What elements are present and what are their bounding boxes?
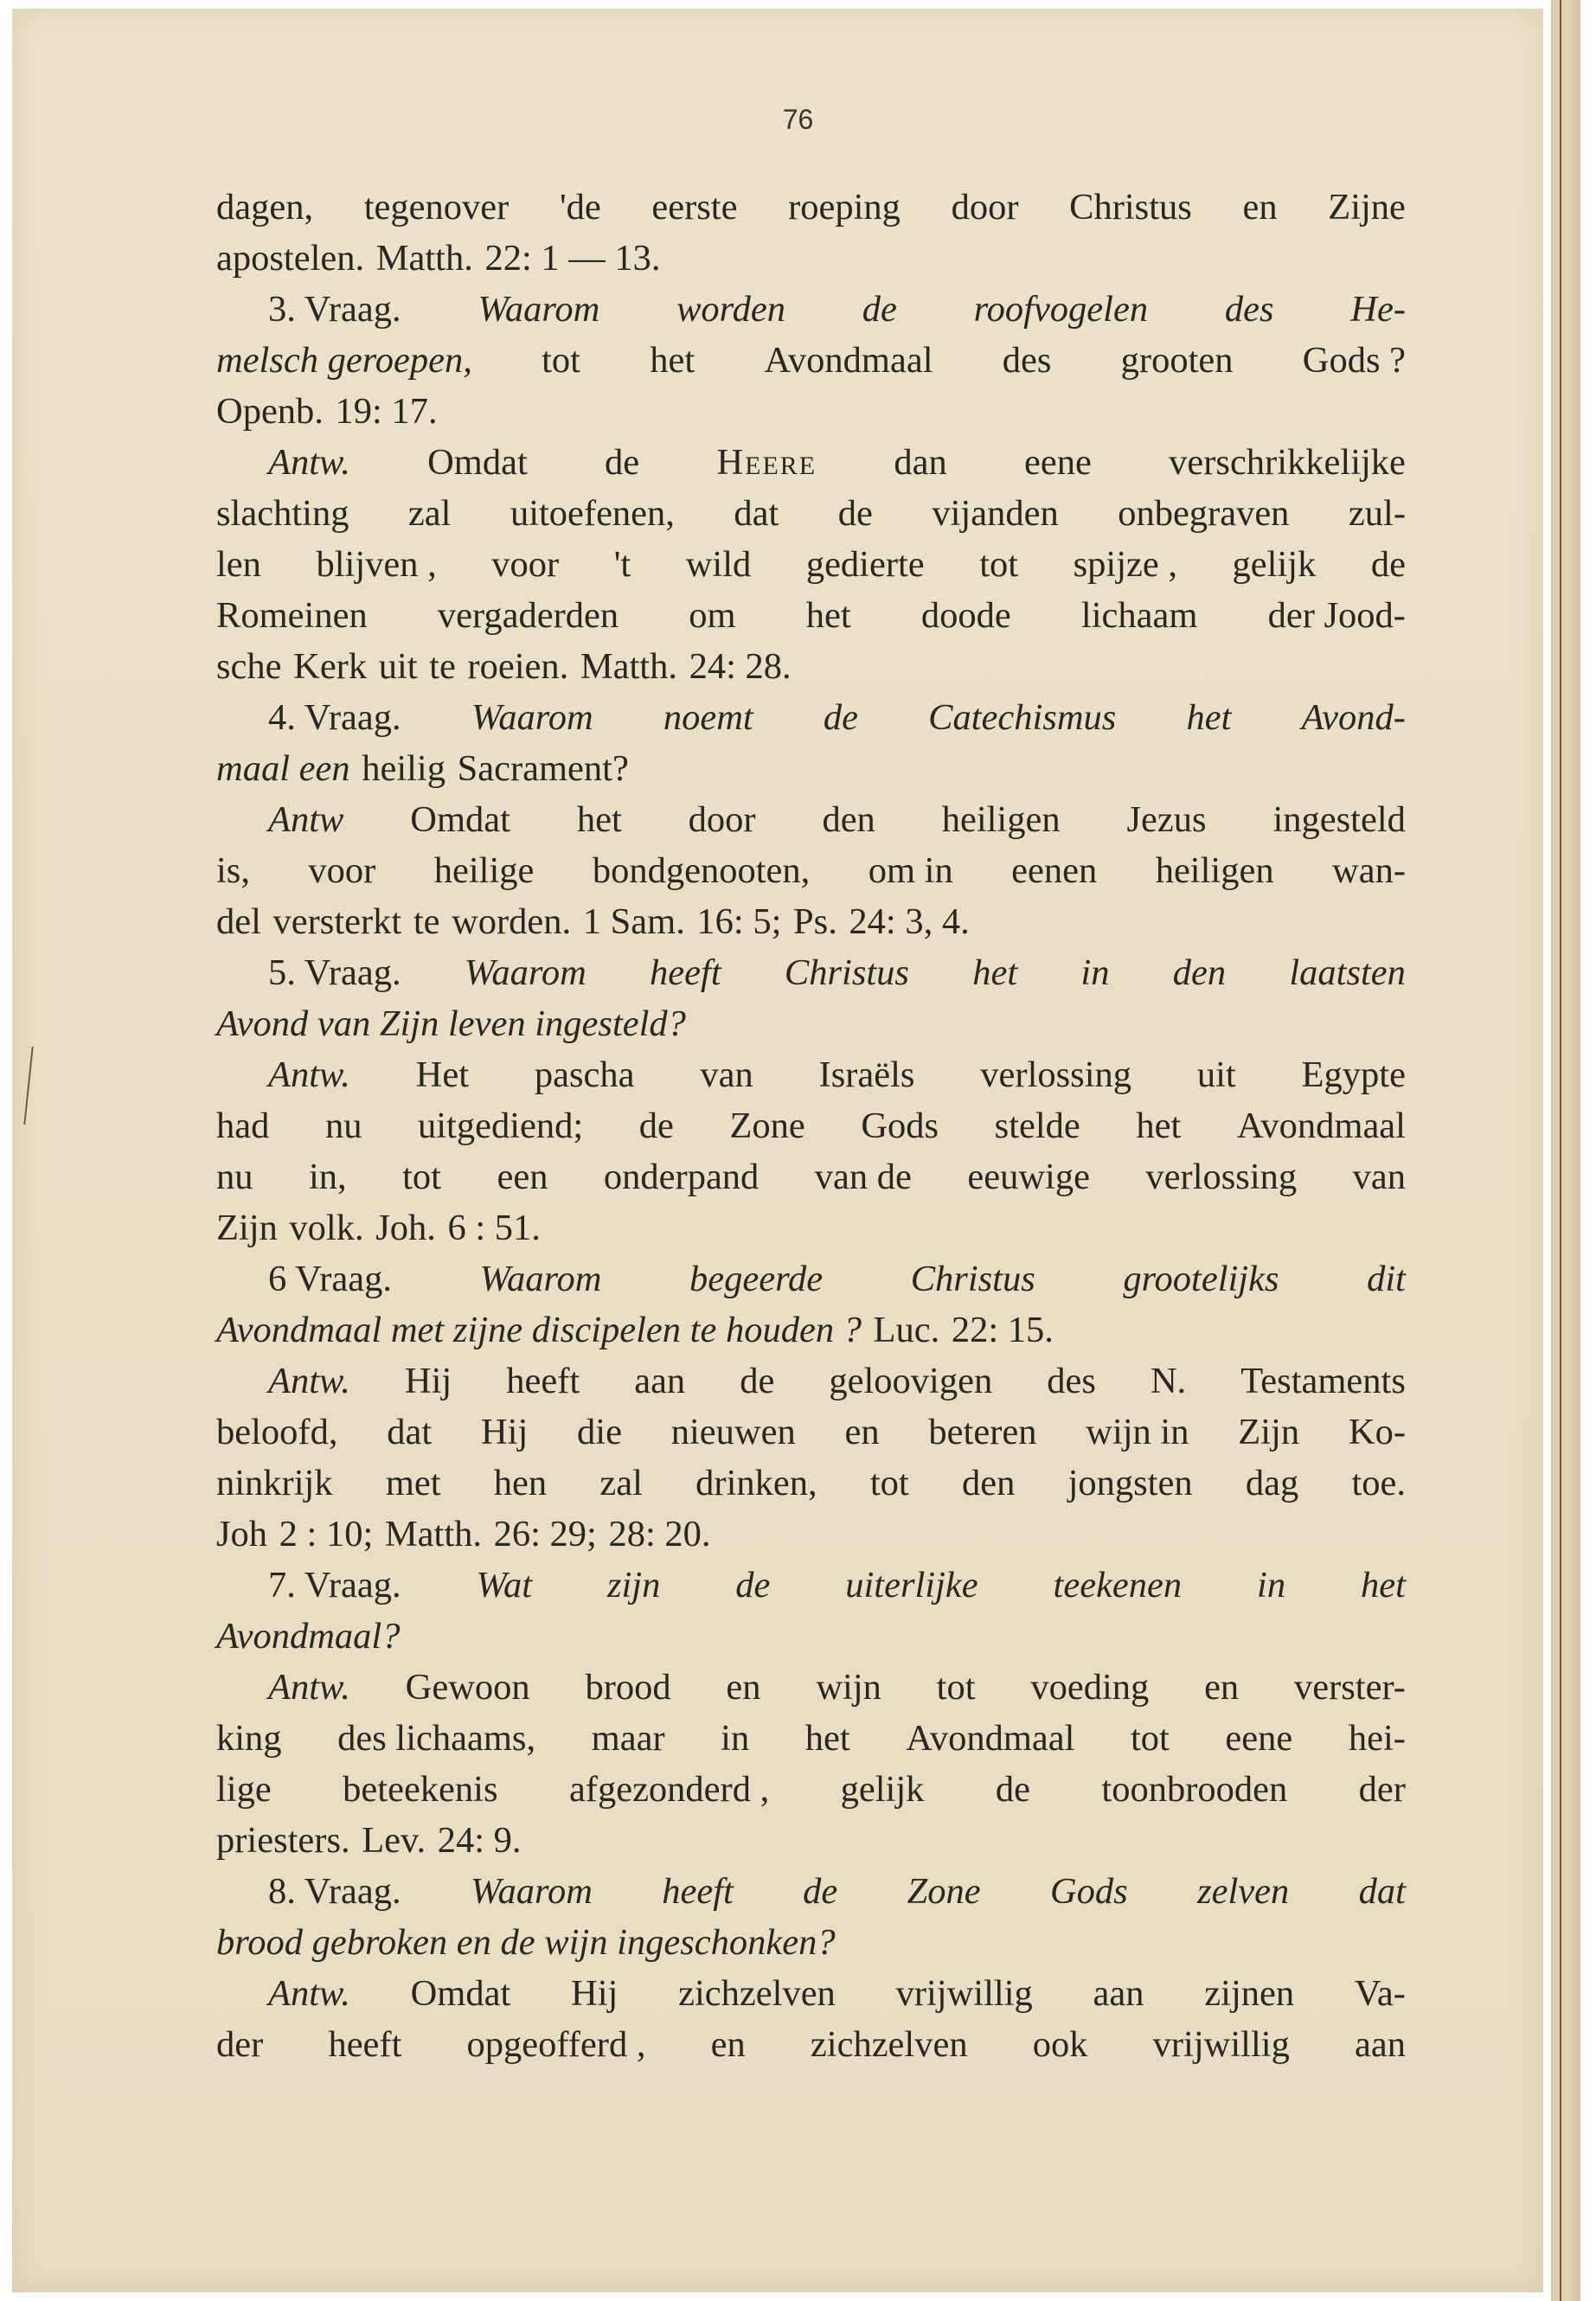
word: van: [700, 1054, 753, 1095]
word: zal: [599, 1463, 643, 1503]
word: Zijne: [1328, 187, 1406, 228]
word: opgeofferd ,: [466, 2024, 646, 2065]
text-line: [216, 1968, 1406, 2019]
word: het: [650, 340, 695, 381]
word: 24: 3, 4.: [849, 901, 970, 942]
word: dat: [1358, 1871, 1406, 1912]
word: eene: [1024, 442, 1092, 483]
word: ook: [1032, 2024, 1088, 2065]
page-edge-line: [1560, 0, 1561, 2301]
word: aan: [1355, 2024, 1406, 2065]
word: vergaderden: [437, 595, 619, 636]
word: grooten: [1120, 340, 1234, 381]
text-line: [216, 1662, 1406, 1713]
text-line: [216, 182, 1406, 233]
word: 22: 1 — 13.: [484, 238, 661, 279]
word: tegenover: [363, 187, 510, 228]
text-line: [216, 1049, 1406, 1100]
text-line: [216, 1509, 1406, 1560]
word: de: [803, 1871, 838, 1912]
word: uiterlijke: [845, 1565, 978, 1606]
word: der Jood-: [1267, 595, 1406, 636]
word: Gods: [861, 1106, 939, 1146]
word: Antw.: [268, 1973, 350, 2014]
word: uitgediend;: [418, 1106, 584, 1146]
word: Sacrament?: [457, 748, 629, 789]
text-line: [216, 1304, 1406, 1356]
word: het: [576, 799, 622, 840]
word: ninkrijk: [216, 1463, 333, 1503]
word: in: [721, 1718, 750, 1759]
word: Ko-: [1348, 1412, 1406, 1452]
word: Romeinen: [216, 595, 368, 636]
word: noemt: [663, 697, 753, 738]
word: wild: [685, 544, 752, 585]
word: 1 Sam.: [582, 901, 685, 942]
word: zal: [407, 493, 452, 534]
text-line: [216, 1866, 1406, 1917]
word: Hij: [571, 1973, 619, 2014]
word: Waarom: [464, 952, 586, 993]
word: verster-: [1293, 1667, 1406, 1708]
word: worden: [676, 289, 786, 330]
word: vrijwillig: [1152, 2024, 1290, 2065]
word: onderpand: [603, 1157, 760, 1197]
word: Antw.: [268, 1054, 350, 1095]
word: Avondmaal?: [216, 1616, 401, 1657]
word: roeping: [788, 187, 901, 228]
word: Het: [415, 1054, 470, 1095]
word: had: [216, 1106, 270, 1146]
word: sche: [216, 646, 282, 687]
word: en: [844, 1412, 880, 1452]
word: 6 : 51.: [447, 1208, 541, 1248]
word: onbegraven: [1118, 493, 1290, 534]
word: in: [1257, 1565, 1286, 1606]
word: wijn: [816, 1667, 881, 1708]
word: den: [822, 799, 875, 840]
word: des: [1224, 289, 1274, 330]
word: heeft: [650, 952, 721, 993]
word: Va-: [1354, 1973, 1406, 2014]
word: gelijk: [1232, 544, 1317, 585]
word: roeien.: [467, 646, 569, 687]
word: Testaments: [1240, 1361, 1406, 1401]
text-block: [216, 182, 1406, 2070]
word: Avondmaal: [906, 1718, 1075, 1759]
word: het: [972, 952, 1018, 993]
word: des: [1047, 1361, 1096, 1401]
word: 8. Vraag.: [268, 1871, 401, 1912]
word: uit: [378, 646, 418, 687]
word: 26: 29;: [493, 1514, 597, 1554]
text-line: [216, 641, 1406, 692]
word: voor: [308, 850, 376, 891]
word: van de: [814, 1157, 912, 1197]
word: teekenen: [1053, 1565, 1183, 1606]
word: maal een: [216, 748, 350, 789]
word: ingesteld: [1272, 799, 1406, 840]
word: Catechismus: [928, 697, 1117, 738]
word: dat: [734, 493, 779, 534]
word: te: [429, 646, 456, 687]
page-number: 76: [782, 104, 814, 135]
word: het: [1360, 1565, 1406, 1606]
word: den: [961, 1463, 1016, 1503]
text-line: [216, 1407, 1406, 1458]
word: de: [638, 1106, 674, 1146]
word: in: [1080, 952, 1110, 993]
text-line: [216, 2019, 1406, 2070]
word: Matth.: [580, 646, 677, 687]
word: Zone: [729, 1106, 805, 1146]
word: Avond-: [1301, 697, 1406, 738]
word: zichzelven: [810, 2024, 968, 2065]
word: het: [1186, 697, 1232, 738]
word: heilige: [433, 850, 535, 891]
word: Kerk: [293, 646, 368, 687]
word: Avondmaal met zijne discipelen te houden ?: [216, 1310, 862, 1350]
page-edge: [1551, 0, 1580, 2301]
word: slachting: [216, 493, 349, 534]
word: heiligen: [1155, 850, 1274, 891]
word: hei-: [1348, 1718, 1406, 1759]
word: Matth.: [375, 238, 473, 279]
text-line: [216, 1713, 1406, 1764]
word: brood: [585, 1667, 671, 1708]
word: Egypte: [1301, 1054, 1406, 1095]
word: lige: [216, 1769, 272, 1810]
word: verschrikkelijke: [1169, 442, 1406, 483]
word: begeerde: [689, 1259, 824, 1299]
word: Waarom: [471, 697, 593, 738]
text-line: [216, 1100, 1406, 1151]
word: Antw: [268, 799, 344, 840]
word: Zijn: [1238, 1412, 1300, 1452]
word: Ps.: [793, 901, 837, 942]
word: de: [740, 1361, 775, 1401]
word: der: [1358, 1769, 1406, 1810]
text-line: [216, 1764, 1406, 1815]
word: Omdat: [410, 1973, 511, 2014]
word: Hij: [404, 1361, 452, 1401]
word: toe.: [1351, 1463, 1406, 1503]
word: 7. Vraag.: [268, 1565, 401, 1606]
word: tot: [869, 1463, 909, 1503]
word: de: [735, 1565, 771, 1606]
word: worden.: [452, 901, 572, 942]
text-line: [216, 743, 1406, 794]
word: met: [385, 1463, 441, 1503]
word: tot: [979, 544, 1019, 585]
word: en: [1242, 187, 1278, 228]
word: Hij: [480, 1412, 529, 1452]
word: eeuwige: [967, 1157, 1090, 1197]
word: zul-: [1348, 493, 1406, 534]
word: eenen: [1011, 850, 1098, 891]
text-line: [216, 1458, 1406, 1509]
word: heiligen: [941, 799, 1061, 840]
word: tot: [542, 340, 580, 381]
word: melsch geroepen,: [216, 340, 472, 381]
word: de: [823, 697, 858, 738]
word: den: [1172, 952, 1227, 993]
word: stelde: [994, 1106, 1080, 1146]
word: apostelen.: [216, 238, 365, 279]
word: verlossing: [1145, 1157, 1298, 1197]
word: de: [605, 442, 640, 483]
word: 't: [613, 544, 631, 585]
word: aan: [634, 1361, 686, 1401]
word: versterkt: [272, 901, 402, 942]
word: Luc.: [873, 1310, 940, 1350]
word: heeft: [328, 2024, 402, 2065]
word: wijn in: [1086, 1412, 1189, 1452]
word: dagen,: [216, 187, 314, 228]
word: len: [216, 544, 261, 585]
word: en: [726, 1667, 761, 1708]
word: die: [577, 1412, 622, 1452]
word: 4. Vraag.: [268, 697, 401, 738]
text-line: [216, 1560, 1406, 1611]
word: het: [805, 595, 851, 636]
word: nu: [216, 1157, 253, 1197]
text-line: [216, 845, 1406, 896]
word: het: [804, 1718, 850, 1759]
word: lichaam: [1080, 595, 1198, 636]
text-line: [216, 692, 1406, 743]
word: He-: [1350, 289, 1406, 330]
word: uit: [1196, 1054, 1236, 1095]
word: brood gebroken en de wijn ingeschonken?: [216, 1922, 836, 1963]
word: nu: [324, 1106, 362, 1146]
text-line: [216, 896, 1406, 947]
word: pascha: [534, 1054, 635, 1095]
text-line: [216, 386, 1406, 437]
text-line: [216, 284, 1406, 335]
word: blijven ,: [316, 544, 437, 585]
word: Gods ?: [1302, 340, 1406, 381]
word: spijze ,: [1073, 544, 1177, 585]
word: gelijk: [840, 1769, 925, 1810]
word: voeding: [1030, 1667, 1150, 1708]
word: zijn: [606, 1565, 661, 1606]
word: N.: [1150, 1361, 1187, 1401]
word: nieuwen: [670, 1412, 796, 1452]
word: 16: 5;: [696, 901, 782, 942]
word: Antw.: [268, 1667, 350, 1708]
word: wan-: [1332, 850, 1406, 891]
word: is,: [216, 850, 250, 891]
word: des: [1002, 340, 1052, 381]
word: Waarom: [479, 1259, 602, 1299]
text-line: [216, 1151, 1406, 1202]
text-line: [216, 590, 1406, 641]
word: Christus: [784, 952, 909, 993]
word: om: [689, 595, 736, 636]
word: Zone: [907, 1871, 981, 1912]
word: eerste: [651, 187, 738, 228]
word: uitoefenen,: [510, 493, 675, 534]
word: 6 Vraag.: [268, 1259, 393, 1299]
word: dag: [1245, 1463, 1299, 1503]
word: 5. Vraag.: [268, 952, 401, 993]
word: Waarom: [470, 1871, 593, 1912]
word: hen: [493, 1463, 548, 1503]
word: 24: 28.: [689, 646, 792, 687]
word: zijnen: [1204, 1973, 1295, 2014]
word: voor: [491, 544, 560, 585]
word: zichzelven: [678, 1973, 836, 2014]
word: tot: [1130, 1718, 1170, 1759]
word: Heere: [716, 442, 817, 483]
word: Waarom: [478, 289, 600, 330]
word: en: [710, 2024, 746, 2065]
word: eene: [1225, 1718, 1293, 1759]
text-line: [216, 794, 1406, 845]
word: afgezonderd ,: [568, 1769, 770, 1810]
word: grootelijks: [1123, 1259, 1279, 1299]
word: Zijn: [216, 1208, 278, 1248]
text-line: [216, 1253, 1406, 1304]
word: 19: 17.: [335, 391, 438, 432]
word: Israëls: [818, 1054, 915, 1095]
word: vijanden: [932, 493, 1059, 534]
word: bondgenooten,: [592, 850, 811, 891]
word: maar: [591, 1718, 665, 1759]
word: dat: [387, 1412, 433, 1452]
word: Wat: [476, 1565, 533, 1606]
word: Joh: [216, 1514, 268, 1554]
word: Openb.: [216, 391, 324, 432]
word: een: [497, 1157, 548, 1197]
word: priesters.: [216, 1820, 350, 1861]
text-line: [216, 1356, 1406, 1407]
word: 'de: [559, 187, 601, 228]
word: Jezus: [1126, 799, 1207, 840]
text-line: [216, 998, 1406, 1049]
word: 24: 9.: [437, 1820, 522, 1861]
word: jongsten: [1067, 1463, 1193, 1503]
word: de: [862, 289, 897, 330]
word: door: [951, 187, 1019, 228]
word: doode: [920, 595, 1011, 636]
text-line: [216, 1917, 1406, 1968]
word: het: [1136, 1106, 1182, 1146]
word: om in: [868, 850, 953, 891]
word: del: [216, 901, 261, 942]
word: dan: [894, 442, 947, 483]
word: Avondmaal: [1236, 1106, 1406, 1146]
word: heilig: [362, 748, 445, 789]
word: des lichaams,: [337, 1718, 536, 1759]
word: Omdat: [427, 442, 528, 483]
text-line: [216, 1815, 1406, 1866]
word: Omdat: [410, 799, 510, 840]
text-line: [216, 437, 1406, 488]
word: Christus: [1069, 187, 1192, 228]
word: tot: [402, 1157, 441, 1197]
word: heeft: [662, 1871, 734, 1912]
word: 28: 20.: [608, 1514, 711, 1554]
text-line: [216, 335, 1406, 386]
word: door: [688, 799, 756, 840]
word: toonbrooden: [1101, 1769, 1288, 1810]
text-line: [216, 1202, 1406, 1253]
word: Gods: [1049, 1871, 1128, 1912]
word: beteekenis: [343, 1769, 498, 1810]
word: van: [1352, 1157, 1406, 1197]
text-line: [216, 488, 1406, 539]
word: Lev.: [362, 1820, 426, 1861]
word: Christus: [910, 1259, 1035, 1299]
word: de: [995, 1769, 1030, 1810]
word: beloofd,: [216, 1412, 338, 1452]
text-line: [216, 1611, 1406, 1662]
word: volk.: [289, 1208, 364, 1248]
word: drinken,: [695, 1463, 817, 1503]
text-line: [216, 233, 1406, 284]
word: in,: [308, 1157, 347, 1197]
word: verlossing: [980, 1054, 1132, 1095]
word: Avondmaal: [764, 340, 933, 381]
word: zelven: [1197, 1871, 1290, 1912]
word: Gewoon: [405, 1667, 530, 1708]
word: Avond van Zijn leven ingesteld?: [216, 1003, 686, 1044]
word: Matth.: [384, 1514, 483, 1554]
word: de: [837, 493, 873, 534]
word: heeft: [506, 1361, 580, 1401]
word: tot: [936, 1667, 976, 1708]
word: te: [413, 901, 440, 942]
word: king: [216, 1718, 282, 1759]
word: aan: [1093, 1973, 1144, 2014]
word: Joh.: [375, 1208, 436, 1248]
word: beteren: [928, 1412, 1037, 1452]
word: 22: 15.: [951, 1310, 1054, 1350]
word: de: [1370, 544, 1406, 585]
text-line: [216, 947, 1406, 998]
word: en: [1204, 1667, 1240, 1708]
word: 3. Vraag.: [268, 289, 401, 330]
word: der: [216, 2024, 264, 2065]
word: Antw.: [268, 1361, 350, 1401]
text-line: [216, 539, 1406, 590]
word: vrijwillig: [895, 1973, 1033, 2014]
word: roofvogelen: [973, 289, 1149, 330]
word: geloovigen: [829, 1361, 993, 1401]
word: gedierte: [805, 544, 925, 585]
word: laatsten: [1289, 952, 1406, 993]
word: dit: [1367, 1259, 1406, 1299]
word: 2 : 10;: [279, 1514, 374, 1554]
word: Antw.: [268, 442, 350, 483]
